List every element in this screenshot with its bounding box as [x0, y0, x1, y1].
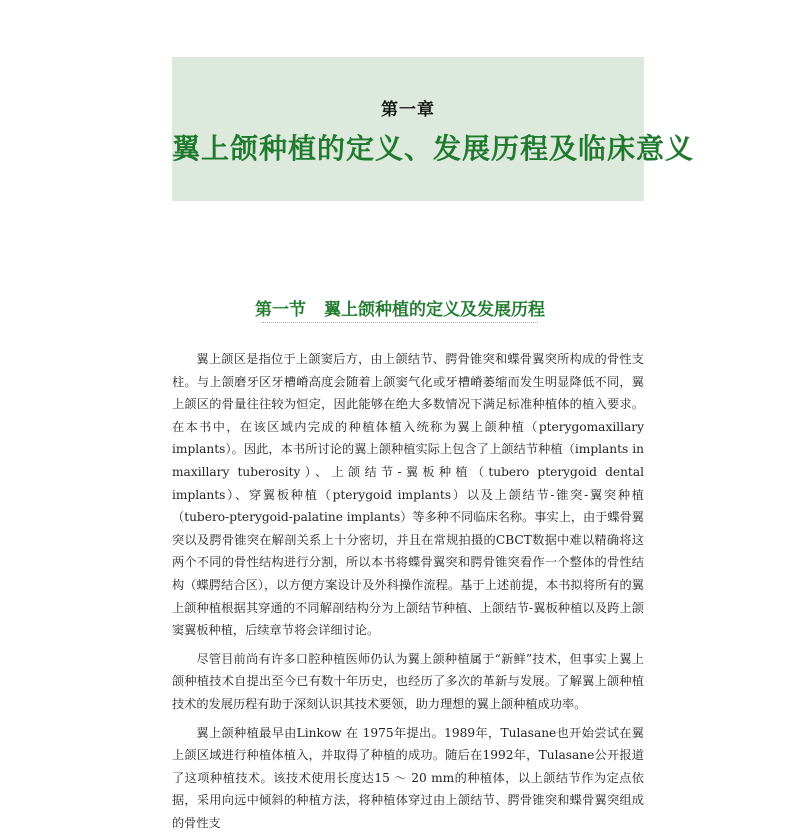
chapter-number: 第一章	[381, 100, 435, 120]
chapter-title: 翼上颌种植的定义、发展历程及临床意义	[172, 132, 695, 165]
body-text	[172, 348, 644, 840]
section-number: 第一节	[255, 300, 306, 320]
paragraph: 翼上颌种植最早由Linkow 在 1975年提出。1989年，Tulasane也开始尝试在翼上颌区域进行种植体植入，并取得了种植的成功。随后在1992年，Tulasane公开报道了这项种植技术。该技术使用长度达15 ～ 20 mm的种植体，以上颌结节作为定点依据，采用向远中倾斜的种植方法，将种植体穿过由上颌结节、腭骨锥突和蝶骨翼突组成的骨性支	[172, 725, 644, 830]
section-title: 翼上颌种植的定义及发展历程	[324, 300, 545, 320]
section-divider	[262, 322, 538, 323]
paragraph: 尽管目前尚有许多口腔种植医师仍认为翼上颌种植属于“新鲜”技术，但事实上翼上颌种植技术自提出至今已有数十年历史，也经历了多次的革新与发展。了解翼上颌种植技术的发展历程有助于深刻认识其技术要领，助力理想的翼上颌种植成功率。	[172, 651, 644, 711]
paragraph: 翼上颌区是指位于上颌窦后方，由上颌结节、腭骨锥突和蝶骨翼突所构成的骨性支柱。与上颌磨牙区牙槽嵴高度会随着上颌窦气化或牙槽嵴萎缩而发生明显降低不同，翼上颌区的骨量往往较为恒定，因此能够在绝大多数情况下满足标准种植体的植入要求。在本书中，在该区域内完成的种植体植入统称为翼上颌种植（pterygomaxillary implants）。因此，本书所讨论的翼上颌种植实际上包含了上颌结节种植（implants in maxillary tuberosity）、上颌结节-翼板种植（tubero pterygoid dental implants）、穿翼板种植（pterygoid implants）以及上颌结节-锥突-翼突种植（tubero-pterygoid-palatine implants）等多种不同临床名称。事实上，由于蝶骨翼突以及腭骨锥突在解剖关系上十分密切，并且在常规拍摄的CBCT数据中难以精确将这两个不同的骨性结构进行分割，所以本书将蝶骨翼突和腭骨锥突看作一个整体的骨性结构（蝶腭结合区），以方便方案设计及外科操作流程。基于上述前提，本书拟将所有的翼上颌种植根据其穿通的不同解剖结构分为上颌结节种植、上颌结节-翼板种植以及跨上颌窦翼板种植，后续章节将会详细讨论。	[172, 352, 644, 638]
chapter-banner	[172, 57, 695, 201]
section-heading	[0, 295, 800, 320]
